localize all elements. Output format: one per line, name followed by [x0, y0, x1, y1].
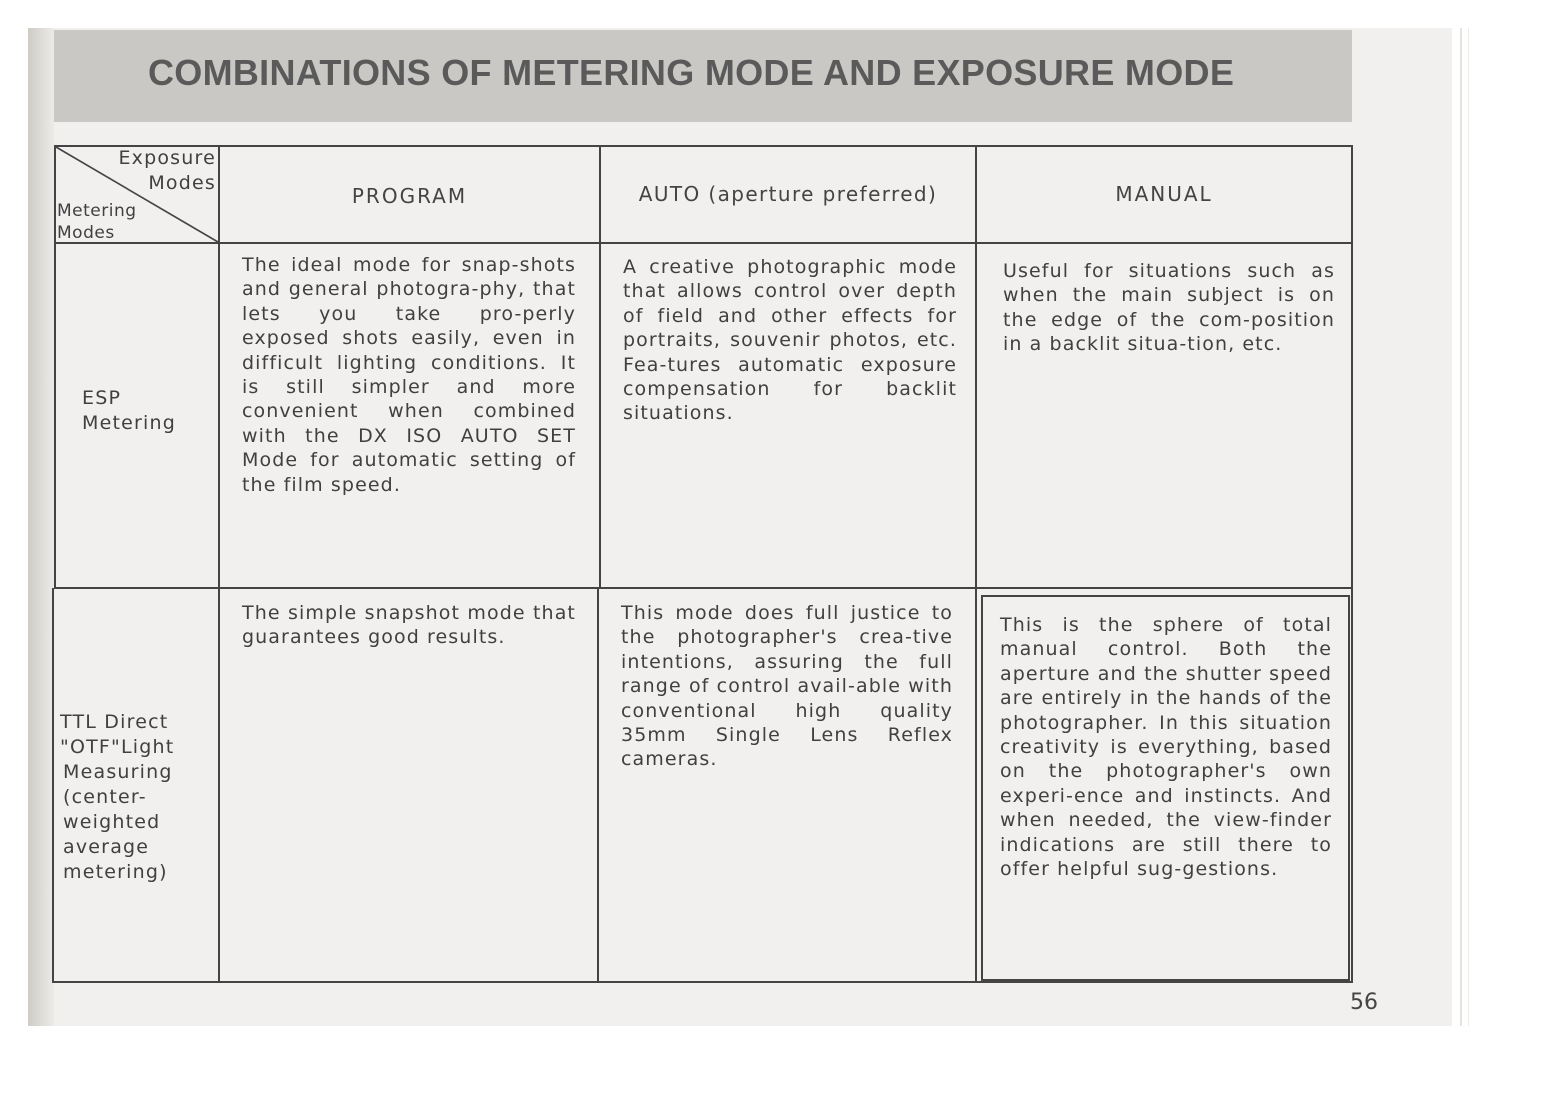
corner-exposure-modes-label: Exposure Modes	[118, 147, 216, 194]
page-edge	[1452, 28, 1528, 1026]
table-border-right	[1351, 145, 1353, 983]
row-label-esp-metering: ESP Metering	[82, 387, 177, 434]
column-header-auto: AUTO (aperture preferred)	[638, 182, 938, 206]
row-divider	[54, 587, 1353, 589]
col-divider-3	[975, 145, 977, 983]
cell-esp-auto: A creative photographic mode that allows control over depth of field and other effects for portraits, souvenir photos, etc. Fea-tures automatic exposure compensation for backlit situations.	[623, 256, 957, 425]
col-divider-1	[218, 145, 220, 983]
page-gutter-shadow	[28, 28, 54, 1026]
column-header-program: PROGRAM	[351, 184, 468, 208]
corner-metering-modes-label: Metering Modes	[57, 201, 137, 243]
table-border-top	[54, 145, 1353, 147]
col-divider-2-lower	[597, 588, 599, 983]
column-header-manual: MANUAL	[1115, 182, 1213, 206]
page-number: 56	[1350, 990, 1378, 1015]
cell-esp-manual: Useful for situations such as when the main subject is on the edge of the com-position in a backlit situa-tion, etc.	[1003, 260, 1335, 356]
page-title: COMBINATIONS OF METERING MODE AND EXPOSURE MODE	[148, 52, 1235, 93]
table-border-bottom	[52, 981, 1353, 983]
cell-ttl-manual: This is the sphere of total manual control. Both the aperture and the shutter speed are entirely in the hands of the photographer. In this situation creativity is everything, based on the photographer's own experi-ence and instincts. And when needed, the view-finder indications are still there to offer helpful sug-gestions.	[1000, 614, 1332, 881]
row-label-ttl-direct-otf: TTL Direct "OTF"Light Measuring (center- weighted average metering)	[60, 711, 175, 883]
cell-ttl-auto: This mode does full justice to the photographer's crea-tive intentions, assuring the full range of control avail-able with conventional high quality 35mm Single Lens Reflex cameras.	[621, 602, 953, 771]
cell-esp-program: The ideal mode for snap-shots and general photogra-phy, that lets you take pro-perly exposed shots easily, even in difficult lighting conditions. It is still simpler and more convenient when combined with the DX ISO AUTO SET Mode for automatic setting of the film speed.	[242, 254, 576, 496]
col-divider-2-upper	[599, 145, 601, 588]
table-border-left-lower	[52, 588, 54, 983]
header-divider	[54, 242, 1353, 244]
cell-ttl-program: The simple snapshot mode that guarantees good results.	[242, 602, 576, 649]
